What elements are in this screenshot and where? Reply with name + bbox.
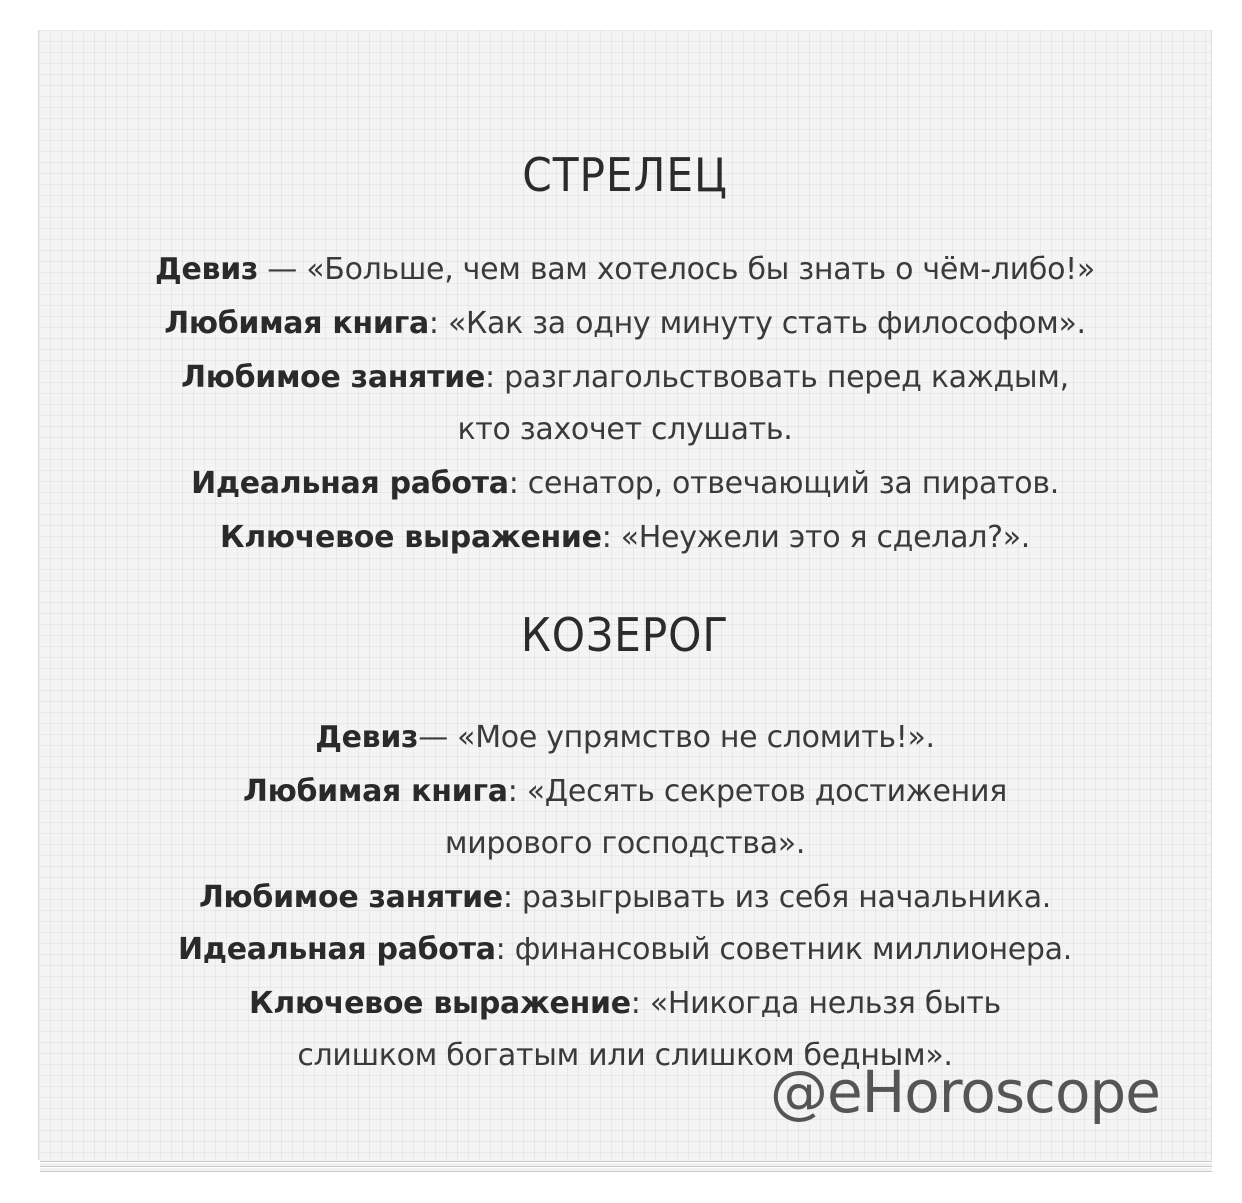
line-text: «Мое упрямство не сломить!». [457,720,935,755]
line-separator: : [630,986,650,1021]
line-label: Любимое занятие [181,360,486,395]
page-stack-edges [40,1158,1212,1176]
capricorn-favorite-activity [39,880,1211,915]
line-label: Девиз [155,252,259,287]
line-separator: : [508,466,528,501]
line-label: Идеальная работа [177,932,496,967]
line-text: разыгрывать из себя начальника. [521,880,1052,915]
line-separator: : [502,880,522,915]
capricorn-motto [39,720,1211,755]
line-text: слишком богатым или слишком бедным». [297,1038,953,1073]
line-label: Любимое занятие [198,880,503,915]
sagittarius-motto [39,252,1211,287]
line-label: Любимая книга [164,306,429,341]
line-separator: : [507,774,527,809]
capricorn-title: КОЗЕРОГ [520,608,730,662]
line-text: сенатор, отвечающий за пиратов. [527,466,1059,501]
ehoroscope-watermark: @eHoroscope [770,1058,1160,1126]
line-label: Ключевое выражение [219,520,602,555]
line-label: Идеальная работа [191,466,509,501]
line-text: разглагольствовать перед каждым, [504,360,1069,395]
line-separator: — [258,252,307,287]
sagittarius-favorite-activity-cont [39,412,1211,447]
line-separator: : [495,932,515,967]
sagittarius-favorite-book [39,306,1211,341]
line-separator: : [601,520,621,555]
line-text: финансовый советник миллионера. [514,932,1072,967]
sagittarius-favorite-activity [39,360,1211,395]
grid-paper-sheet [38,30,1212,1160]
line-text: кто захочет слушать. [457,412,793,447]
sagittarius-title: СТРЕЛЕЦ [522,148,728,202]
sagittarius-ideal-job [39,466,1211,501]
line-text: «Больше, чем вам хотелось бы знать о чём-либо!» [306,252,1095,287]
line-label: Девиз [315,720,419,755]
capricorn-favorite-book-cont [39,826,1211,861]
line-text: мирового господства». [444,826,806,861]
line-separator: — [418,720,458,755]
sagittarius-key-phrase [39,520,1211,555]
capricorn-ideal-job [39,932,1211,967]
line-text: «Как за одну минуту стать философом». [447,306,1086,341]
line-label: Любимая книга [243,774,508,809]
line-separator: : [428,306,448,341]
capricorn-key-phrase [39,986,1211,1021]
line-text: «Десять секретов достижения [526,774,1007,809]
line-label: Ключевое выражение [249,986,631,1021]
line-text: «Никогда нельзя быть [649,986,1001,1021]
line-text: «Неужели это я сделал?». [620,520,1031,555]
line-separator: : [485,360,505,395]
capricorn-favorite-book [39,774,1211,809]
